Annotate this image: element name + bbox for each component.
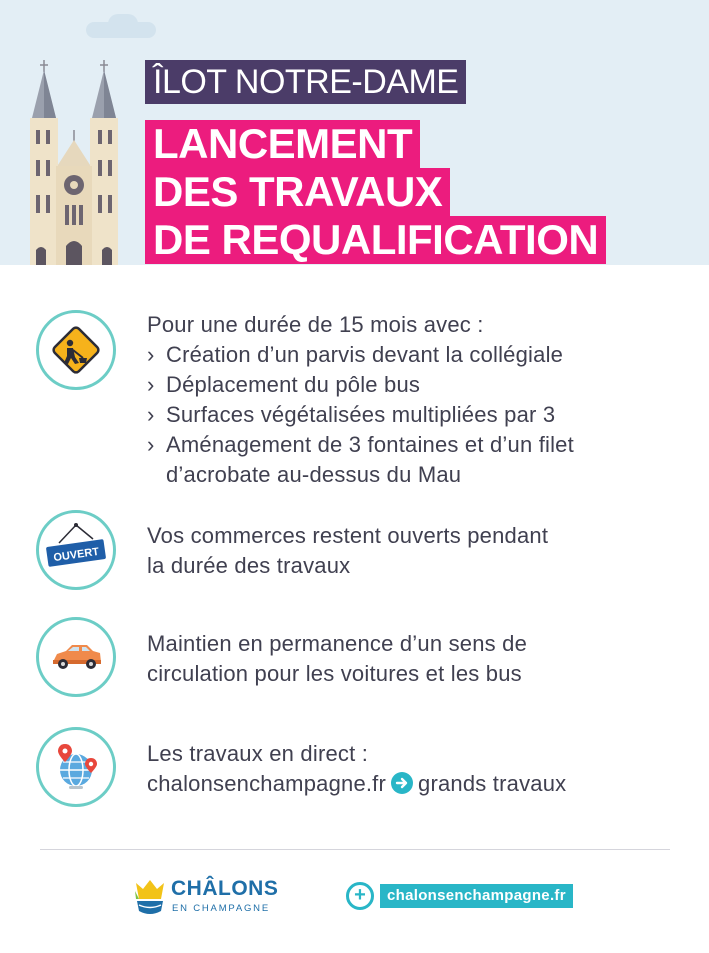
list-item: › Aménagement de 3 fontaines et d’un filet	[147, 432, 574, 457]
arrow-right-icon	[391, 772, 413, 794]
title-line-1: LANCEMENT	[145, 120, 420, 168]
list-item: › Surfaces végétalisées multipliées par 3	[147, 402, 556, 427]
info-item-traffic	[0, 617, 709, 707]
website-pill-link[interactable]	[346, 882, 580, 910]
plus-icon: +	[346, 882, 374, 910]
duration-intro: Pour une durée de 15 mois avec :	[147, 312, 484, 337]
chalons-emblem-icon	[133, 877, 167, 917]
info-item-live-updates	[0, 727, 709, 817]
footer-divider	[40, 849, 670, 850]
open-sign-icon	[36, 510, 116, 590]
car-icon	[36, 617, 116, 697]
list-item-continuation: d’acrobate au-dessus du Mau	[166, 462, 462, 487]
header-kicker: ÎLOT NOTRE-DAME	[145, 60, 466, 104]
cloud-decoration	[108, 14, 138, 34]
website-url: chalonsenchampagne.fr	[380, 884, 573, 908]
cathedral-illustration	[18, 60, 130, 265]
logo-subtitle: EN CHAMPAGNE	[172, 903, 270, 914]
title-line-2: DES TRAVAUX	[145, 168, 450, 216]
traffic-line-2: circulation pour les voitures et les bus	[147, 661, 522, 686]
info-item-duration	[0, 300, 709, 500]
list-item: › Création d’un parvis devant la collégiale	[147, 342, 564, 367]
info-item-shops-open	[0, 510, 709, 600]
shops-line-2: la durée des travaux	[147, 553, 351, 578]
site-link[interactable]: chalonsenchampagne.fr	[147, 771, 387, 796]
header-banner	[0, 0, 709, 265]
globe-pins-icon	[36, 727, 116, 807]
roadwork-sign-icon	[36, 310, 116, 390]
traffic-line-1: Maintien en permanence d’un sens de	[147, 631, 528, 656]
list-item: › Déplacement du pôle bus	[147, 372, 421, 397]
live-updates-label: Les travaux en direct :	[147, 741, 369, 766]
shops-line-1: Vos commerces restent ouverts pendant	[147, 523, 549, 548]
section-link[interactable]: grands travaux	[418, 771, 567, 796]
title-line-3: DE REQUALIFICATION	[145, 216, 606, 264]
chalons-logo[interactable]	[133, 875, 293, 920]
logo-name: CHÂLONS	[171, 877, 279, 900]
svg-text:OUVERT: OUVERT	[52, 545, 100, 565]
